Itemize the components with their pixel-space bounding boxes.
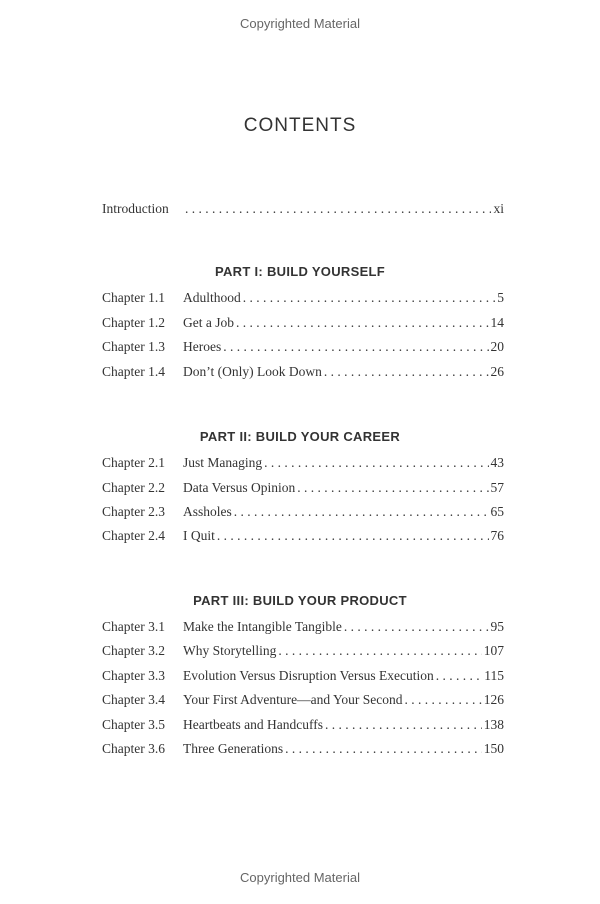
chapter-title: Heroes	[183, 339, 222, 354]
dot-leader	[264, 455, 488, 471]
part-heading-2: PART II: BUILD YOUR CAREER	[199, 429, 401, 444]
chapter-number: Chapter 2.3	[102, 504, 165, 519]
chapter-title: Adulthood	[183, 290, 241, 305]
chapter-number: Chapter 1.3	[102, 339, 165, 354]
chapter-page: 20	[490, 339, 504, 354]
chapter-number: Chapter 3.2	[102, 643, 165, 658]
chapter-number: Chapter 1.4	[102, 364, 165, 379]
toc-entry[interactable]	[102, 643, 504, 661]
chapter-title: I Quit	[183, 528, 215, 543]
toc-entry[interactable]	[102, 504, 504, 522]
toc-entry[interactable]	[102, 619, 504, 637]
dot-leader	[285, 741, 482, 757]
chapter-number: Chapter 1.1	[102, 290, 165, 305]
chapter-page: 5	[497, 290, 504, 305]
part-heading-1: PART I: BUILD YOURSELF	[214, 264, 386, 279]
dot-leader	[236, 315, 489, 331]
dot-leader	[405, 692, 482, 708]
toc-entry[interactable]	[102, 290, 504, 308]
chapter-number: Chapter 3.1	[102, 619, 165, 634]
dot-leader	[344, 619, 489, 635]
dot-leader	[325, 717, 482, 733]
copyright-watermark-bottom: Copyrighted Material	[240, 870, 360, 885]
toc-entry-page: xi	[493, 201, 504, 216]
chapter-title: Why Storytelling	[183, 643, 277, 658]
chapter-title: Evolution Versus Disruption Versus Execution	[183, 668, 434, 683]
chapter-page: 138	[483, 717, 504, 732]
page-title: CONTENTS	[243, 115, 357, 136]
dot-leader	[436, 668, 483, 684]
chapter-page: 107	[483, 643, 504, 658]
dot-leader	[243, 290, 495, 306]
chapter-number: Chapter 2.1	[102, 455, 165, 470]
toc-entry[interactable]	[102, 717, 504, 735]
chapter-page: 43	[490, 455, 504, 470]
toc-entry[interactable]	[102, 455, 504, 473]
chapter-page: 95	[490, 619, 504, 634]
chapter-page: 115	[484, 668, 504, 683]
dot-leader	[223, 339, 488, 355]
chapter-number: Chapter 3.4	[102, 692, 165, 707]
chapter-page: 57	[490, 480, 504, 495]
chapter-number: Chapter 3.3	[102, 668, 165, 683]
toc-entry[interactable]	[102, 692, 504, 710]
chapter-title: Assholes	[183, 504, 232, 519]
chapter-title: Your First Adventure—and Your Second	[183, 692, 403, 707]
chapter-number: Chapter 3.5	[102, 717, 165, 732]
toc-entry-label: Introduction	[102, 201, 169, 216]
toc-entry-introduction[interactable]	[102, 201, 504, 219]
dot-leader	[278, 643, 481, 659]
copyright-watermark-top: Copyrighted Material	[240, 16, 360, 31]
chapter-page: 150	[483, 741, 504, 756]
toc-entry[interactable]	[102, 668, 504, 686]
toc-entry[interactable]	[102, 480, 504, 498]
chapter-title: Make the Intangible Tangible	[183, 619, 342, 634]
chapter-page: 126	[483, 692, 504, 707]
chapter-number: Chapter 3.6	[102, 741, 165, 756]
toc-entry[interactable]	[102, 339, 504, 357]
chapter-page: 65	[490, 504, 504, 519]
chapter-page: 14	[490, 315, 504, 330]
chapter-title: Get a Job	[183, 315, 234, 330]
chapter-title: Three Generations	[183, 741, 284, 756]
toc-entry[interactable]	[102, 741, 504, 759]
dot-leader	[234, 504, 489, 520]
toc-entry[interactable]	[102, 528, 504, 546]
chapter-page: 76	[490, 528, 504, 543]
dot-leader	[185, 201, 491, 217]
chapter-number: Chapter 2.2	[102, 480, 165, 495]
dot-leader	[324, 364, 489, 380]
dot-leader	[297, 480, 488, 496]
chapter-page: 26	[490, 364, 504, 379]
chapter-title: Data Versus Opinion	[183, 480, 296, 495]
chapter-number: Chapter 1.2	[102, 315, 165, 330]
chapter-title: Heartbeats and Handcuffs	[183, 717, 323, 732]
dot-leader	[217, 528, 489, 544]
chapter-title: Just Managing	[183, 455, 263, 470]
part-heading-3: PART III: BUILD YOUR PRODUCT	[193, 593, 407, 608]
chapter-number: Chapter 2.4	[102, 528, 165, 543]
toc-entry[interactable]	[102, 315, 504, 333]
chapter-title: Don’t (Only) Look Down	[183, 364, 322, 379]
toc-entry[interactable]	[102, 364, 504, 382]
